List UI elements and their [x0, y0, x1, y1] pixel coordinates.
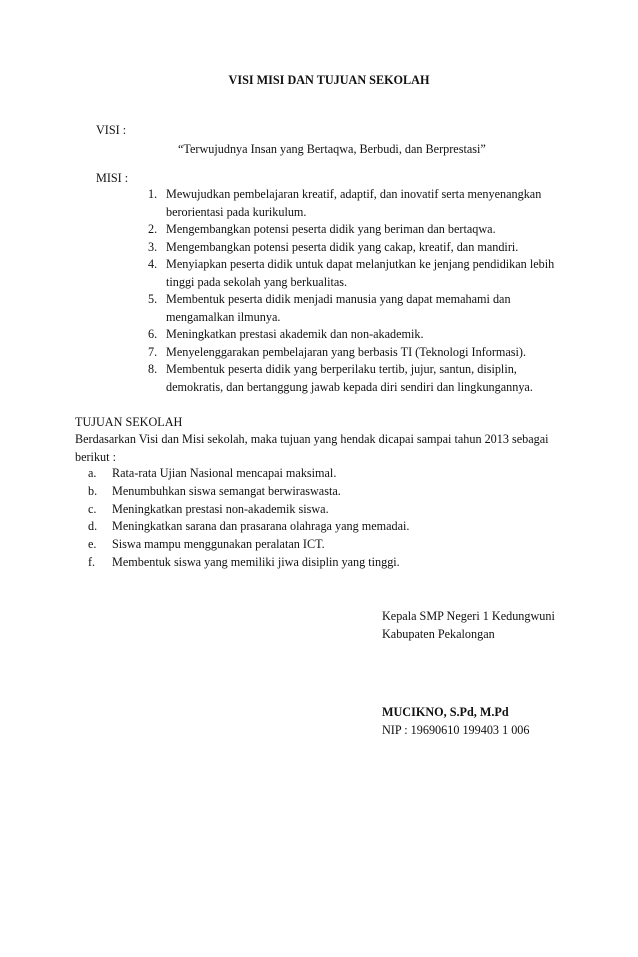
visi-statement: “Terwujudnya Insan yang Bertaqwa, Berbudi, dan Berprestasi” — [178, 142, 486, 156]
document-title: VISI MISI DAN TUJUAN SEKOLAH — [228, 73, 430, 87]
misi-item — [148, 344, 568, 362]
signatory-office: Kepala SMP Negeri 1 Kedungwuni — [382, 609, 555, 623]
misi-item-line: tinggi pada sekolah yang berkualitas. — [166, 274, 348, 289]
visi-label: VISI : — [96, 123, 127, 137]
signatory-name: MUCIKNO, S.Pd, M.Pd — [382, 705, 509, 719]
misi-item-number: 3. — [148, 239, 158, 254]
misi-item — [148, 221, 568, 239]
tujuan-item — [88, 501, 409, 519]
signatory-nip: NIP : 19690610 199403 1 006 — [382, 723, 530, 737]
misi-item-number: 5. — [148, 292, 158, 306]
misi-item-line: mengamalkan ilmunya. — [166, 309, 281, 324]
tujuan-item-letter: a. — [88, 466, 97, 480]
misi-item-line: Membentuk peserta didik yang berperilaku tertib, jujur, santun, disiplin, — [166, 362, 517, 376]
misi-item — [148, 326, 568, 344]
signatory-region: Kabupaten Pekalongan — [382, 627, 495, 641]
misi-item-line: Membentuk peserta didik menjadi manusia yang dapat memahami dan — [166, 292, 511, 306]
tujuan-item-text: Menumbuhkan siswa semangat berwiraswasta. — [112, 483, 341, 498]
misi-item-number: 7. — [148, 344, 158, 359]
misi-item-number: 1. — [148, 187, 158, 201]
tujuan-item-letter: b. — [88, 483, 98, 498]
misi-label: MISI : — [96, 171, 129, 185]
tujuan-item — [88, 465, 409, 483]
misi-item-line: Meningkatkan prestasi akademik dan non-akademik. — [166, 327, 424, 341]
misi-item-line: Mewujudkan pembelajaran kreatif, adaptif, dan inovatif serta menyenangkan — [166, 187, 542, 201]
misi-item — [148, 361, 568, 396]
misi-item-line: Menyiapkan peserta didik untuk dapat melanjutkan ke jenjang pendidikan lebih — [166, 257, 555, 271]
misi-item-line: Menyelenggarakan pembelajaran yang berbasis TI (Teknologi Informasi). — [166, 344, 527, 359]
tujuan-item — [88, 536, 409, 554]
misi-item — [148, 239, 568, 257]
tujuan-item-text: Siswa mampu menggunakan peralatan ICT. — [112, 537, 325, 552]
tujuan-item — [88, 483, 409, 501]
misi-item-line: berorientasi pada kurikulum. — [166, 204, 307, 219]
misi-item — [148, 291, 568, 326]
misi-item — [148, 256, 568, 291]
tujuan-item-letter: d. — [88, 519, 98, 534]
misi-list — [148, 186, 568, 396]
misi-item — [148, 186, 568, 221]
misi-item-number: 8. — [148, 362, 158, 376]
tujuan-item-letter: e. — [88, 537, 97, 552]
tujuan-item-text: Meningkatkan sarana dan prasarana olahraga yang memadai. — [112, 519, 410, 534]
misi-item-number: 4. — [148, 257, 158, 271]
tujuan-intro: Berdasarkan Visi dan Misi sekolah, maka tujuan yang hendak dicapai sampai tahun 2013 sebagai berikut : — [75, 432, 549, 464]
misi-item-number: 2. — [148, 222, 158, 236]
tujuan-item-letter: c. — [88, 501, 97, 516]
tujuan-item-text: Rata-rata Ujian Nasional mencapai maksimal. — [112, 466, 337, 480]
misi-item-line: Mengembangkan potensi peserta didik yang cakap, kreatif, dan mandiri. — [166, 239, 519, 254]
misi-item-line: Mengembangkan potensi peserta didik yang beriman dan bertaqwa. — [166, 222, 496, 236]
misi-item-line: demokratis, dan bertanggung jawab kepada diri sendiri dan lingkungannya. — [166, 379, 533, 394]
tujuan-list — [88, 465, 409, 572]
tujuan-item — [88, 518, 409, 536]
tujuan-item-text: Membentuk siswa yang memiliki jiwa disiplin yang tinggi. — [112, 554, 400, 569]
misi-item-number: 6. — [148, 327, 158, 341]
tujuan-item-text: Meningkatkan prestasi non-akademik siswa. — [112, 501, 329, 516]
tujuan-item-letter: f. — [88, 554, 96, 569]
tujuan-item — [88, 554, 409, 572]
tujuan-heading: TUJUAN SEKOLAH — [75, 415, 183, 429]
